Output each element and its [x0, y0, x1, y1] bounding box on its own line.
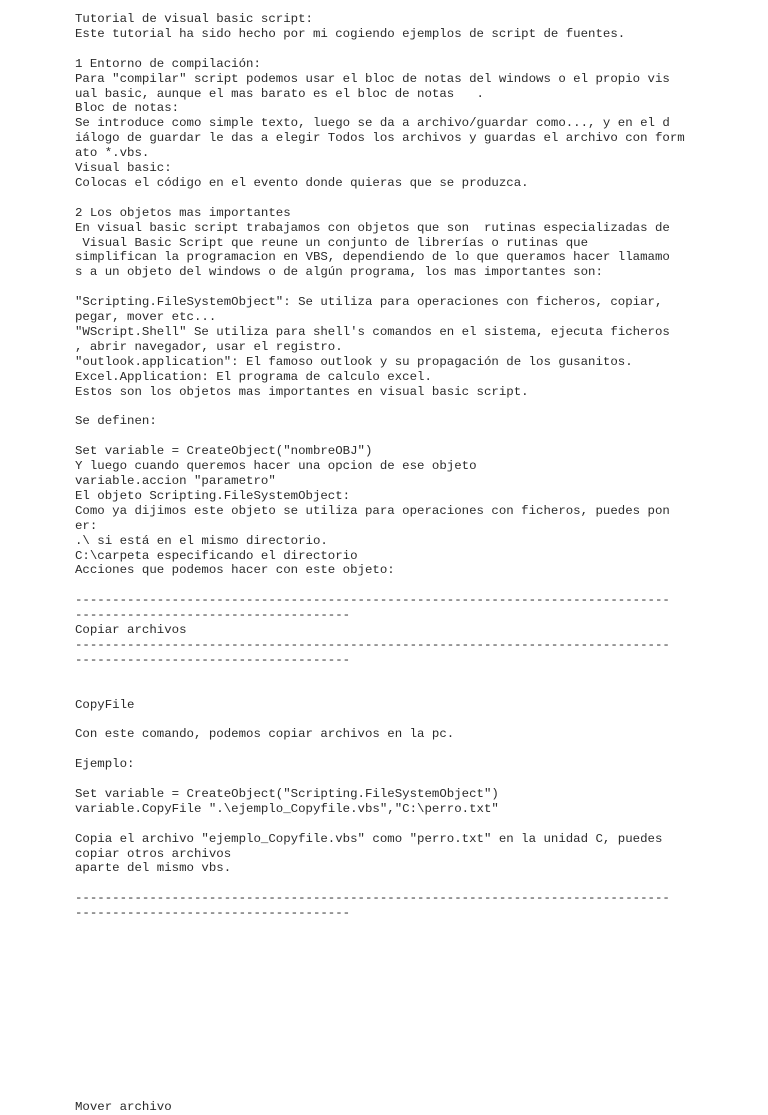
separator-line: ------------------------------------- [75, 906, 351, 921]
paragraph-line: Visual Basic Script que reune un conjunto de librerías o rutinas que [75, 235, 589, 250]
section-heading-objetos: 2 Los objetos mas importantes [75, 205, 291, 220]
doc-description: Este tutorial ha sido hecho por mi cogiendo ejemplos de script de fuentes. [75, 26, 626, 41]
separator-line: ------------------------------------- [75, 608, 351, 623]
define-line: C:\carpeta especificando el directorio [75, 548, 358, 563]
section-heading-mover: Mover archivo [75, 1099, 172, 1114]
paragraph-line: simplifican la programacion en VBS, dependiendo de lo que queramos hacer llamamo [75, 250, 670, 265]
object-desc-line: Estos son los objetos mas importantes en visual basic script. [75, 384, 529, 399]
command-description: Con este comando, podemos copiar archivos en la pc. [75, 727, 455, 742]
object-desc-line: "Scripting.FileSystemObject": Se utiliza para operaciones con ficheros, copiar, [75, 295, 663, 310]
object-desc-line: Excel.Application: El programa de calculo excel. [75, 369, 432, 384]
paragraph-line: s a un objeto del windows o de algún programa, los mas importantes son: [75, 265, 603, 280]
define-line: er: [75, 518, 98, 533]
paragraph-line: En visual basic script trabajamos con objetos que son rutinas especializadas de [75, 220, 670, 235]
define-line: Acciones que podemos hacer con este objeto: [75, 563, 395, 578]
define-line: Como ya dijimos este objeto se utiliza para operaciones con ficheros, puedes pon [75, 503, 670, 518]
paragraph-line: Para "compilar" script podemos usar el bloc de notas del windows o el propio vis [75, 71, 670, 86]
doc-title: Tutorial de visual basic script: [75, 12, 313, 26]
object-desc-line: pegar, mover etc... [75, 310, 217, 325]
code-line: Set variable = CreateObject("Scripting.FileSystemObject") [75, 786, 499, 801]
separator-line: ------------------------------------- [75, 652, 351, 667]
document-page [75, 12, 715, 1115]
paragraph-line: iálogo de guardar le das a elegir Todos los archivos y guardas el archivo con form [75, 131, 685, 146]
define-line: Y luego cuando queremos hacer una opcion de ese objeto [75, 459, 477, 474]
define-line: variable.accion "parametro" [75, 474, 276, 489]
define-line: El objeto Scripting.FileSystemObject: [75, 488, 351, 503]
section-heading-copiar: Copiar archivos [75, 623, 187, 638]
object-desc-line: , abrir navegador, usar el registro. [75, 339, 343, 354]
command-name: CopyFile [75, 697, 135, 712]
explanation-line: aparte del mismo vbs. [75, 861, 232, 876]
paragraph-line: Colocas el código en el evento donde quieras que se produzca. [75, 175, 529, 190]
subheading-bloc-de-notas: Bloc de notas: [75, 101, 180, 116]
code-line: variable.CopyFile ".\ejemplo_Copyfile.vbs","C:\perro.txt" [75, 801, 499, 816]
paragraph-line: Se introduce como simple texto, luego se da a archivo/guardar como..., y en el d [75, 116, 670, 131]
separator-line: -------------------------------------------------------------------------------- [75, 891, 670, 906]
define-line: .\ si está en el mismo directorio. [75, 533, 328, 548]
example-label: Ejemplo: [75, 757, 135, 772]
object-desc-line: "outlook.application": El famoso outlook y su propagación de los gusanitos. [75, 354, 633, 369]
paragraph-line: ato *.vbs. [75, 146, 150, 161]
define-line: Set variable = CreateObject("nombreOBJ") [75, 444, 373, 459]
separator-line: -------------------------------------------------------------------------------- [75, 593, 670, 608]
explanation-line: copiar otros archivos [75, 846, 232, 861]
section-heading-entorno: 1 Entorno de compilación: [75, 56, 261, 71]
explanation-line: Copia el archivo "ejemplo_Copyfile.vbs" como "perro.txt" en la unidad C, puedes [75, 831, 663, 846]
separator-line: -------------------------------------------------------------------------------- [75, 637, 670, 652]
subheading-visual-basic: Visual basic: [75, 161, 172, 176]
paragraph-line: ual basic, aunque el mas barato es el bloc de notas . [75, 86, 484, 101]
section-heading-se-definen: Se definen: [75, 414, 157, 429]
object-desc-line: "WScript.Shell" Se utiliza para shell's comandos en el sistema, ejecuta ficheros [75, 324, 670, 339]
